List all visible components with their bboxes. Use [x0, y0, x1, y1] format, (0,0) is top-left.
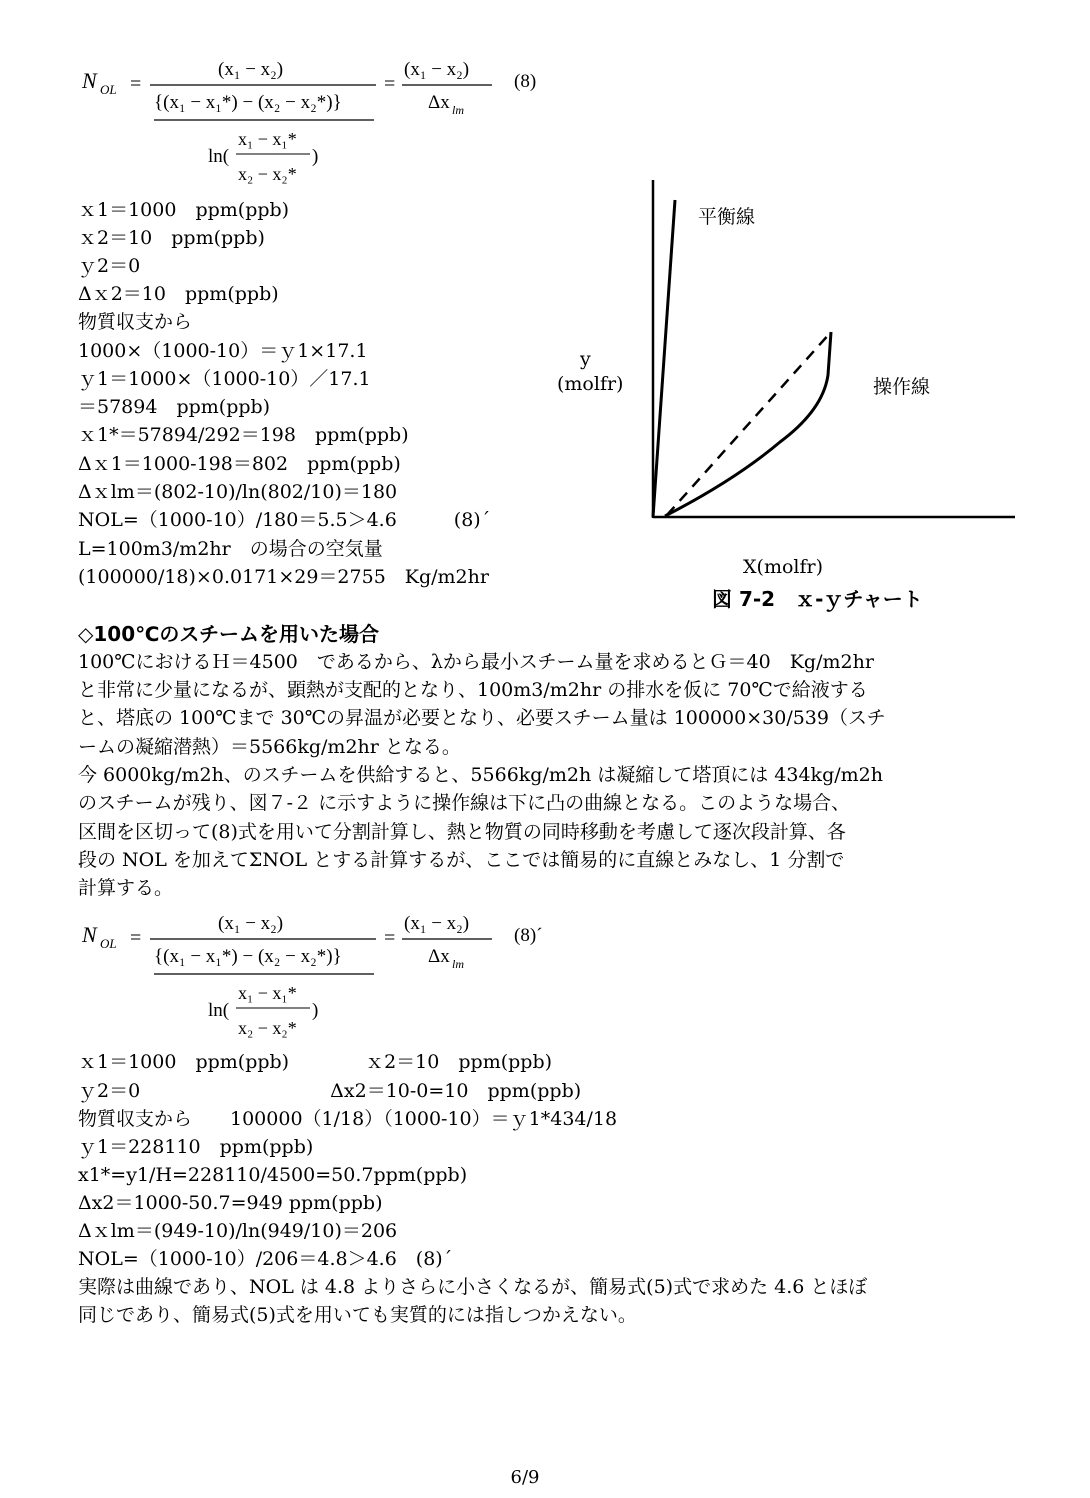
calc-line: 物質収支から 100000（1/18）（1000-10）＝ｙ1*434/18	[78, 1108, 618, 1130]
eq-tag: (8)´	[514, 925, 543, 946]
paragraph-line: のスチームが残り、図７-２ に示すように操作線は下に凸の曲線となる。このような場合、	[78, 792, 851, 814]
eq-equals-2: =	[384, 927, 396, 949]
calc-line: ｘ2＝10 ppm(ppb)	[78, 227, 265, 249]
figure-caption: 図 7-2 ｘ-ｙチャート	[712, 587, 923, 611]
calc-line: 物質収支から	[78, 311, 193, 333]
nol-equation-1	[78, 50, 568, 200]
eq-rhs-numerator: (x₁ − x₂)	[404, 913, 470, 934]
eq-lhs-sub: OL	[100, 82, 117, 97]
eq-log-prefix: ln(	[208, 1000, 230, 1021]
paragraph-line: 同じであり、簡易式(5)式を用いても実質的には指しつかえない。	[78, 1304, 637, 1326]
paragraph-line: 実際は曲線であり、NOL は 4.8 よりさらに小さくなるが、簡易式(5)式で求めた 4.6 とほぼ	[78, 1276, 868, 1298]
eq-rhs-numerator: (x₁ − x₂)	[404, 59, 470, 80]
calc-line: Δｘ2＝10 ppm(ppb)	[78, 283, 279, 305]
eq-log-suffix: )	[312, 1000, 319, 1021]
paragraph-line: 計算する。	[78, 877, 174, 899]
calc-line: ｘ1*＝57894/292＝198 ppm(ppb)	[78, 424, 409, 446]
paragraph-line: と非常に少量になるが、顕熱が支配的となり、100m3/m2hr の排水を仮に 70℃で給液する	[78, 679, 868, 701]
calc-line: Δｘlm＝(949-10)/ln(949/10)＝206	[78, 1220, 398, 1242]
eq-log-den: x₂ − x₂*	[238, 164, 297, 184]
eq-log-suffix: )	[312, 146, 319, 167]
eq-log-num: x₁ − x₁*	[238, 129, 297, 149]
calc-line: ｙ2＝0 Δx2＝10-0=10 ppm(ppb)	[78, 1080, 582, 1102]
eq-lhs: N	[82, 68, 97, 93]
calc-line: ｘ1＝1000 ppm(ppb)	[78, 199, 290, 221]
eq-equals: =	[130, 73, 142, 95]
operating-label: 操作線	[873, 376, 931, 398]
calc-line: ｙ1＝228110 ppm(ppb)	[78, 1136, 314, 1158]
calc-line: L=100m3/m2hr の場合の空気量	[78, 538, 383, 560]
calc-line: NOL=（1000-10）/206＝4.8＞4.6 (8)´	[78, 1248, 453, 1270]
calc-line: NOL=（1000-10）/180＝5.5＞4.6 (8)´	[78, 509, 491, 531]
calc-line: x1*=y1/H=228110/4500=50.7ppm(ppb)	[78, 1164, 468, 1186]
equilibrium-line	[653, 200, 675, 517]
eq-inner-numerator: {(x₁ − x₁*) − (x₂ − x₂*)}	[154, 946, 342, 967]
eq-equals-2: =	[384, 73, 396, 95]
paragraph-line: と、塔底の 100℃まで 30℃の昇温が必要となり、必要スチーム量は 100000×30/539（スチ	[78, 707, 886, 729]
eq-log-den: x₂ − x₂*	[238, 1018, 297, 1038]
eq-rhs-den-sub: lm	[452, 957, 464, 971]
calc-line: ＝57894 ppm(ppb)	[78, 396, 271, 418]
calc-line: ｙ2＝0	[78, 255, 141, 277]
y-axis-unit: (molfr)	[557, 373, 624, 395]
calc-line: Δｘlm＝(802-10)/ln(802/10)＝180	[78, 481, 398, 503]
calc-line: (100000/18)×0.0171×29＝2755 Kg/m2hr	[78, 566, 489, 588]
operating-line-dashed	[667, 332, 831, 515]
eq-inner-numerator: {(x₁ − x₁*) − (x₂ − x₂*)}	[154, 92, 342, 113]
equilibrium-label: 平衡線	[698, 206, 756, 228]
eq-equals: =	[130, 927, 142, 949]
eq-log-num: x₁ − x₁*	[238, 983, 297, 1003]
page-number: 6/9	[510, 1467, 540, 1488]
calc-line: ｙ1＝1000×（1000-10）／17.1	[78, 368, 371, 390]
eq-rhs-den-sub: lm	[452, 103, 464, 117]
section-heading: ◇100℃のスチームを用いた場合	[78, 622, 379, 646]
eq-rhs-denominator: Δx	[428, 92, 450, 113]
calc-line: Δx2＝1000-50.7=949 ppm(ppb)	[78, 1192, 383, 1214]
paragraph-line: 段の NOL を加えてΣNOL とする計算するが、ここでは簡易的に直線とみなし、1 分割で	[78, 849, 845, 871]
eq-tag: (8)	[514, 71, 537, 92]
paragraph-line: 区間を区切って(8)式を用いて分割計算し、熱と物質の同時移動を考慮して逐次段計算、各	[78, 821, 846, 843]
paragraph-line: 今 6000kg/m2h、のスチームを供給すると、5566kg/m2h は凝縮して塔頂には 434kg/m2h	[78, 764, 883, 786]
eq-lhs: N	[82, 922, 97, 947]
nol-equation-2	[78, 904, 568, 1054]
calc-line: Δｘ1＝1000-198＝802 ppm(ppb)	[78, 453, 401, 475]
paragraph-line: ームの凝縮潜熱）＝5566kg/m2hr となる。	[78, 736, 461, 758]
y-axis-label: y	[580, 348, 591, 370]
paragraph-line: 100℃におけるＨ＝4500 であるから、λから最小スチーム量を求めるとＧ＝40 Kg/m2hr	[78, 651, 874, 673]
eq-lhs-sub: OL	[100, 936, 117, 951]
calc-line: ｘ1＝1000 ppm(ppb) ｘ2＝10 ppm(ppb)	[78, 1051, 553, 1073]
eq-rhs-denominator: Δx	[428, 946, 450, 967]
eq-log-prefix: ln(	[208, 146, 230, 167]
eq-numerator: (x₁ − x₂)	[218, 59, 284, 80]
eq-numerator: (x₁ − x₂)	[218, 913, 284, 934]
x-axis-label: X(molfr)	[743, 556, 823, 578]
calc-line: 1000×（1000-10）＝ｙ1×17.1	[78, 340, 368, 362]
